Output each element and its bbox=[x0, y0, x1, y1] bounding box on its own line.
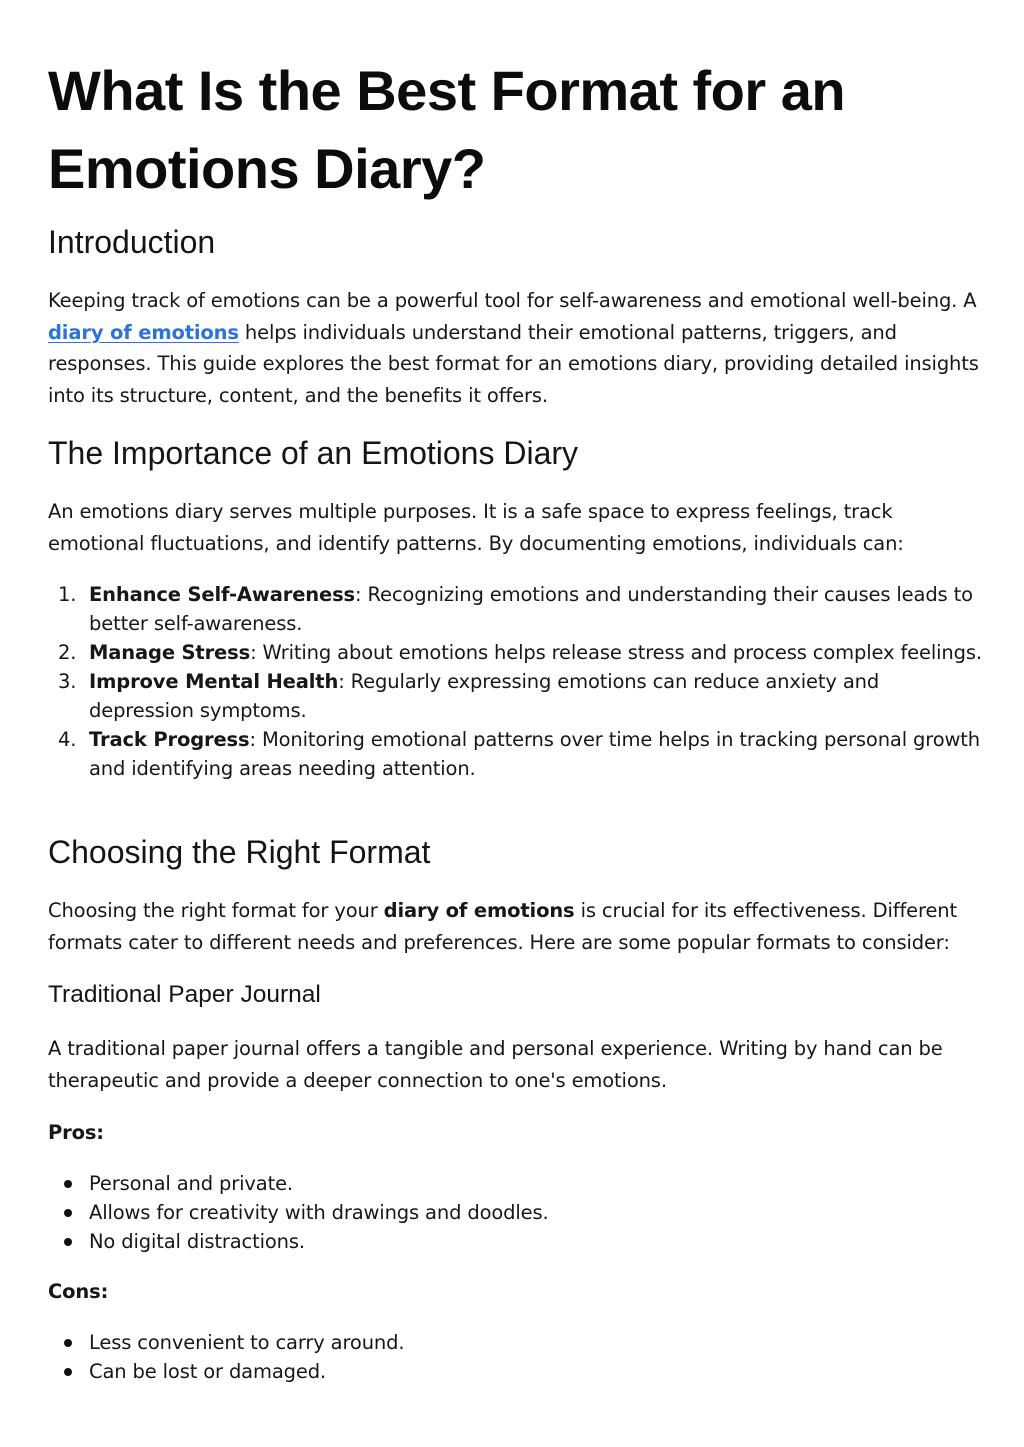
pros-item-text: Allows for creativity with drawings and doodles. bbox=[89, 1201, 549, 1224]
pros-list-item bbox=[48, 1169, 983, 1198]
diary-of-emotions-bold: diary of emotions bbox=[383, 899, 575, 922]
title-line-1: What Is the Best Format for an bbox=[48, 59, 846, 122]
cons-list-item bbox=[48, 1357, 983, 1386]
bullet-icon bbox=[64, 1368, 72, 1376]
benefit-item bbox=[48, 638, 983, 667]
list-number: 3. bbox=[58, 670, 77, 693]
pros-list bbox=[48, 1169, 983, 1256]
pros-item-text: Personal and private. bbox=[89, 1172, 293, 1195]
pros-list-item bbox=[48, 1227, 983, 1256]
bullet-icon bbox=[64, 1209, 72, 1217]
cons-item-text: Less convenient to carry around. bbox=[89, 1331, 405, 1354]
introduction-heading: Introduction bbox=[48, 224, 216, 260]
benefit-item bbox=[48, 725, 983, 783]
intro-text-after-link: helps individuals understand their emotional patterns, triggers, and responses. This guide explores the best format for an emotions diary, providing detailed insights into its structure, content, and the benefits it offers. bbox=[48, 320, 979, 407]
bullet-icon bbox=[64, 1180, 72, 1188]
benefit-title: Manage Stress bbox=[89, 641, 251, 664]
choosing-format-heading: Choosing the Right Format bbox=[48, 834, 431, 870]
choosing-format-paragraph bbox=[48, 895, 983, 958]
benefit-item bbox=[48, 667, 983, 725]
list-number: 4. bbox=[58, 728, 77, 751]
bullet-icon bbox=[64, 1339, 72, 1347]
cons-list bbox=[48, 1328, 983, 1386]
intro-text-before-link: Keeping track of emotions can be a powerful tool for self-awareness and emotional well-being. A bbox=[48, 289, 977, 312]
benefit-title: Improve Mental Health bbox=[89, 670, 339, 693]
benefit-title: Enhance Self-Awareness bbox=[89, 583, 356, 606]
traditional-journal-heading: Traditional Paper Journal bbox=[48, 981, 321, 1008]
list-number: 2. bbox=[58, 641, 77, 664]
pros-label: Pros: bbox=[48, 1121, 104, 1144]
benefit-title: Track Progress bbox=[89, 728, 250, 751]
bullet-icon bbox=[64, 1238, 72, 1246]
benefits-list bbox=[48, 580, 983, 783]
importance-heading: The Importance of an Emotions Diary bbox=[48, 435, 579, 471]
introduction-paragraph bbox=[48, 285, 983, 411]
benefit-description: : Monitoring emotional patterns over time helps in tracking personal growth and identifying areas needing attention. bbox=[89, 728, 980, 780]
pros-item-text: No digital distractions. bbox=[89, 1230, 305, 1253]
choosing-text-after-bold: is crucial for its effectiveness. Different formats cater to different needs and preferences. Here are some popular formats to consider: bbox=[48, 899, 957, 954]
cons-list-item bbox=[48, 1328, 983, 1357]
page-title bbox=[48, 52, 948, 208]
pros-list-item bbox=[48, 1198, 983, 1227]
benefit-description: : Regularly expressing emotions can reduce anxiety and depression symptoms. bbox=[89, 670, 880, 722]
cons-item-text: Can be lost or damaged. bbox=[89, 1360, 326, 1383]
cons-label: Cons: bbox=[48, 1280, 109, 1303]
diary-of-emotions-link[interactable]: diary of emotions bbox=[48, 320, 239, 344]
choosing-text-before-bold: Choosing the right format for your bbox=[48, 899, 384, 922]
benefit-description: : Writing about emotions helps release stress and process complex feelings. bbox=[250, 641, 982, 664]
traditional-journal-paragraph: A traditional paper journal offers a tangible and personal experience. Writing by hand can be therapeutic and provide a deeper connection to one's emotions. bbox=[48, 1037, 943, 1092]
list-number: 1. bbox=[58, 583, 77, 606]
benefit-description: : Recognizing emotions and understanding their causes leads to better self-awareness. bbox=[89, 583, 973, 635]
importance-paragraph: An emotions diary serves multiple purposes. It is a safe space to express feelings, track emotional fluctuations, and identify patterns. By documenting emotions, individuals can: bbox=[48, 500, 904, 555]
benefit-item bbox=[48, 580, 983, 638]
title-line-2: Emotions Diary? bbox=[48, 137, 486, 200]
